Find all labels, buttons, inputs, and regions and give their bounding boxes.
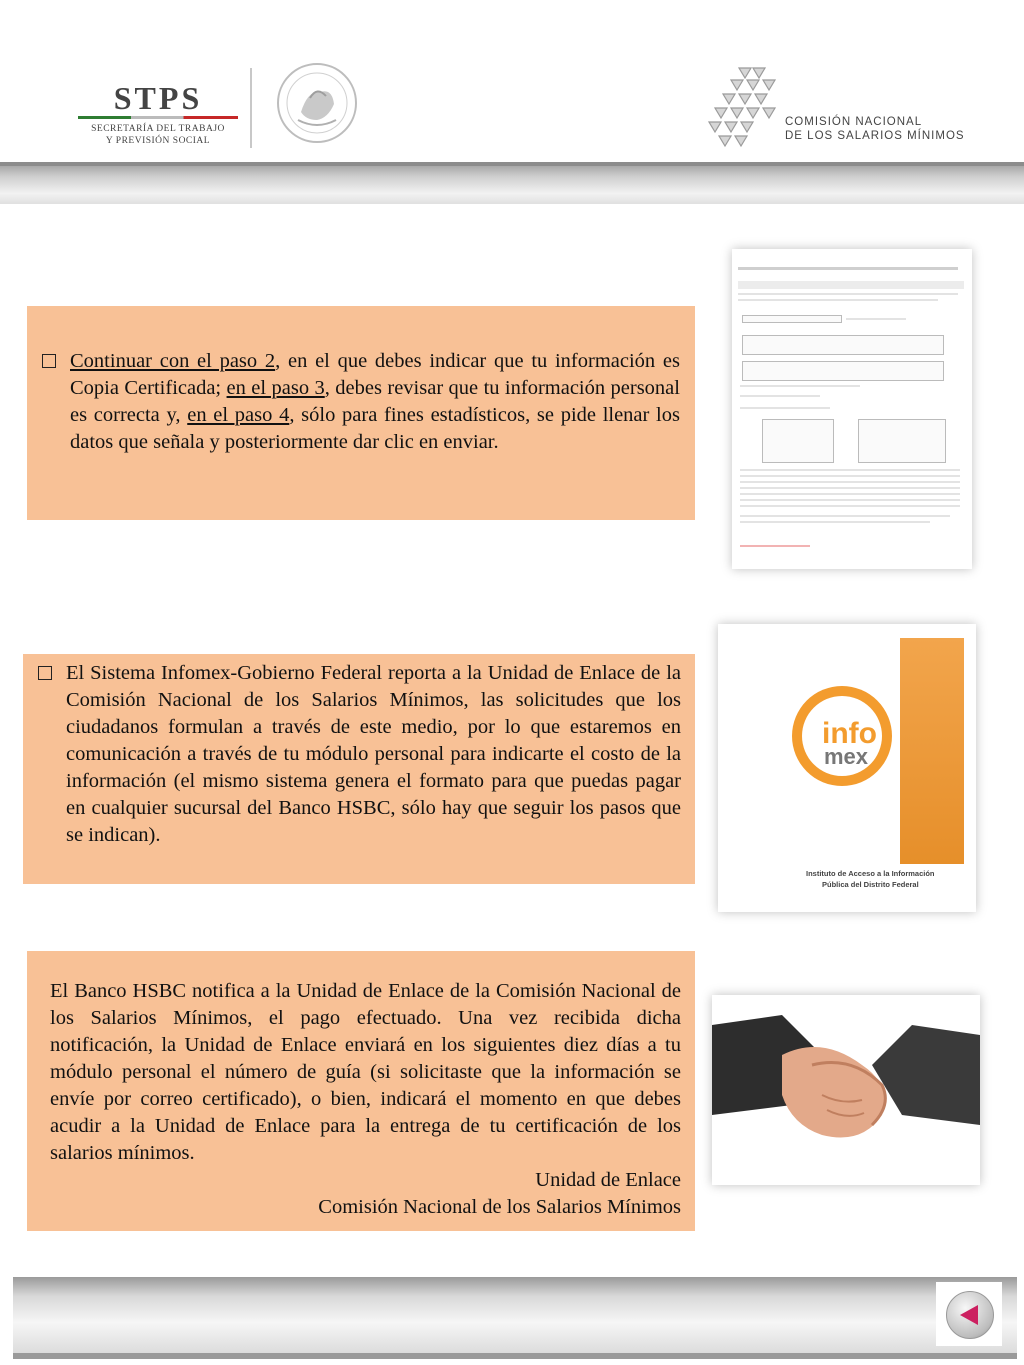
footer-band bbox=[13, 1277, 1017, 1353]
handshake-image bbox=[712, 995, 980, 1185]
stps-line1: SECRETARÍA DEL TRABAJO bbox=[91, 124, 225, 134]
cnsm-triangles-icon bbox=[705, 66, 785, 150]
step2-text: , en el que debes indicar que tu información es Copia Certificada; bbox=[70, 350, 680, 399]
step3-text: , debes revisar que tu información personal es correcta y, bbox=[70, 377, 680, 426]
back-button-container[interactable] bbox=[936, 1282, 1002, 1346]
step4-text: , sólo para fines estadísticos, se pide llenar los datos que señala y posteriormente dar clic en enviar. bbox=[70, 404, 680, 453]
cnsm-line1: COMISIÓN NACIONAL bbox=[785, 116, 923, 128]
form-screenshot-image bbox=[732, 249, 972, 569]
step2-link: Continuar con el paso 2 bbox=[70, 350, 276, 372]
checkbox-bullet-icon bbox=[38, 666, 52, 680]
infomex-logo bbox=[792, 686, 892, 786]
stps-color-bar bbox=[78, 116, 238, 119]
step4-link: en el paso 4 bbox=[187, 404, 290, 426]
step3-link: en el paso 3 bbox=[226, 377, 325, 399]
handshake-icon bbox=[712, 995, 980, 1185]
step-paragraph-1 bbox=[70, 348, 680, 456]
cnsm-line2: DE LOS SALARIOS MÍNIMOS bbox=[785, 130, 965, 142]
infomex-logo-bottom: mex bbox=[824, 744, 869, 769]
institute-line2: Pública del Distrito Federal bbox=[822, 880, 919, 889]
stps-acronym: STPS bbox=[113, 80, 203, 116]
signature-unit: Unidad de Enlace bbox=[535, 1169, 681, 1191]
cnsm-logo bbox=[705, 66, 965, 156]
header-band bbox=[0, 162, 1024, 204]
mexican-seal-icon bbox=[276, 62, 358, 144]
infomex-card-image bbox=[718, 624, 976, 912]
infomex-logo-top: info bbox=[822, 717, 877, 750]
orange-strip bbox=[900, 638, 964, 864]
header-band-line bbox=[0, 162, 1024, 166]
footer-line bbox=[13, 1353, 1017, 1359]
step-paragraph-3: El Banco HSBC notifica a la Unidad de Enlace de la Comisión Nacional de los Salarios Mínimos, el pago efectuado. Una vez recibida dicha notificación, la Unidad de Enlace enviará en los siguientes diez días a tu módulo personal el número de guía (si solicitaste que la información se envíe por correo certificado), o bien, indicará el momento en que debes acudir a la Unidad de Enlace para la entrega de tu certificación de los salarios mínimos. bbox=[50, 980, 681, 1164]
back-button[interactable] bbox=[946, 1291, 994, 1339]
signature-commission: Comisión Nacional de los Salarios Mínimos bbox=[318, 1196, 681, 1218]
stps-logo bbox=[78, 80, 238, 146]
back-arrow-icon bbox=[960, 1305, 978, 1325]
checkbox-bullet-icon bbox=[42, 354, 56, 368]
step-paragraph-2: El Sistema Infomex-Gobierno Federal reporta a la Unidad de Enlace de la Comisión Nacional de los Salarios Mínimos, las solicitudes que los ciudadanos formulan a través de este medio, por lo que estaremos en comunicación a través de tu módulo personal para indicarte el costo de la información (el mismo sistema genera el formato para que puedas pagar en cualquier sucursal del Banco HSBC, sólo hay que seguir los pasos que se indican). bbox=[66, 662, 681, 846]
stps-line2: Y PREVISIÓN SOCIAL bbox=[105, 136, 211, 146]
institute-line1: Instituto de Acceso a la Información bbox=[806, 869, 935, 878]
header-divider bbox=[250, 68, 252, 148]
